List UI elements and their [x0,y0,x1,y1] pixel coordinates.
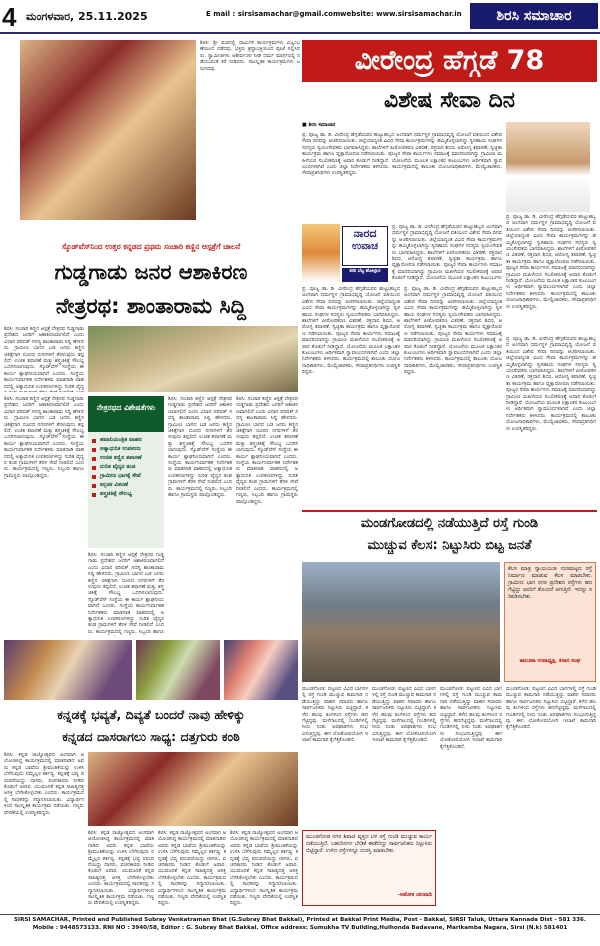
feature-item: ಕನ್ನಡಕ ವಿತರಣೆ [88,481,164,490]
temple-photo [20,40,196,220]
road-repair-photo [302,562,500,682]
guddada-body-2: ಶಿರಸಿ: ಸಂಚಾರಿ ಕಣ್ಣಿನ ಆಸ್ಪತ್ರೆ ನೇತ್ರರಥ ಗುಡ್ಡಗಾಡು ಪ್ರದೇಶದ ಜನರಿಗೆ ಆಶಾಕಿರಣವಾಗಲಿದೆ ಎಂದು ವಿಧಾನ ಪರಿಷತ್ ಸದಸ್ಯ ಶಾಂತಾರಾಮ ಸಿದ್ದಿ ಹೇಳಿದರು. ಗ್ರಾಮೀಣ ಭಾಗದ ಬಡ ಜನರು ಕಣ್ಣಿನ ಚಿಕಿತ್ಸೆಗಾಗಿ ದೂರದ ನಗರಗಳಿಗೆ ತೆರಳುವುದು ತಪ್ಪಲಿದೆ. ಉಚಿತ ತಪಾಸಣೆ ಮತ್ತು ಶಸ್ತ್ರಚಿಕಿತ್ಸೆ ಸೌಲಭ್ಯ ಒದಗಿಸಲಾಗುವುದು. ಸ್ಕೊಡ್‌ವೆಸ್ ಸಂಸ್ಥೆಯ ಈ ಕಾರ್ಯ ಶ್ಲಾಘನೀಯವಾಗಿದೆ ಎಂದರು. ಸಂಸ್ಥೆಯ ಕಾರ್ಯನಿರ್ವಾಹಕ ನಿರ್ದೇಶಕರು ಮಾತನಾಡಿ ವಾಹನದಲ್ಲಿ ಅತ್ಯಾಧುನಿಕ ಉಪಕರಣಗಳಿದ್ದು ನುರಿತ ವೈದ್ಯರ ತಂಡ ಗ್ರಾಮಗಳಿಗೆ ತೆರಳಿ ಸೇವೆ ನೀಡಲಿದೆ ಎಂದರು. ಕಾರ್ಯಕ್ರಮದಲ್ಲಿ ಗಣ್ಯರು, ಸಿಬ್ಬಂದಿ ಹಾಗೂ ಗ್ರಾಮಸ್ಥರು ಪಾಲ್ಗೊಂಡಿದ್ದರು. [4,396,84,479]
guddada-body-1: ಶಿರಸಿ: ಸಂಚಾರಿ ಕಣ್ಣಿನ ಆಸ್ಪತ್ರೆ ನೇತ್ರರಥ ಗುಡ್ಡಗಾಡು ಪ್ರದೇಶದ ಜನರಿಗೆ ಆಶಾಕಿರಣವಾಗಲಿದೆ ಎಂದು ವಿಧಾನ ಪರಿಷತ್ ಸದಸ್ಯ ಶಾಂತಾರಾಮ ಸಿದ್ದಿ ಹೇಳಿದರು. ಗ್ರಾಮೀಣ ಭಾಗದ ಬಡ ಜನರು ಕಣ್ಣಿನ ಚಿಕಿತ್ಸೆಗಾಗಿ ದೂರದ ನಗರಗಳಿಗೆ ತೆರಳುವುದು ತಪ್ಪಲಿದೆ. ಉಚಿತ ತಪಾಸಣೆ ಮತ್ತು ಶಸ್ತ್ರಚಿಕಿತ್ಸೆ ಸೌಲಭ್ಯ ಒದಗಿಸಲಾಗುವುದು. ಸ್ಕೊಡ್‌ವೆಸ್ ಸಂಸ್ಥೆಯ ಈ ಕಾರ್ಯ ಶ್ಲಾಘನೀಯವಾಗಿದೆ ಎಂದರು. ಸಂಸ್ಥೆಯ ಕಾರ್ಯನಿರ್ವಾಹಕ ನಿರ್ದೇಶಕರು ಮಾತನಾಡಿ ವಾಹನದಲ್ಲಿ ಅತ್ಯಾಧುನಿಕ ಉಪಕರಣಗಳಿದ್ದು ನುರಿತ ವೈದ್ಯ [4,326,84,390]
event-photo-right [224,640,298,700]
naarada-title: ನಾರದ [353,227,377,240]
feature-item: ಉಚಿತ ಕಣ್ಣಿನ ತಪಾಸಣೆ [88,454,164,463]
hegde-subheadline: ವಿಶೇಷ ಸೇವಾ ದಿನ [384,88,515,113]
feature-item: ಅತ್ಯಾಧುನಿಕ ಉಪಕರಣ [88,445,164,454]
kannada-body-1: ಶಿರಸಿ: ಕನ್ನಡ ರಾಜ್ಯೋತ್ಸವದ ಅಂಗವಾಗಿ ಆಯೋಜಿಸಿದ್ದ ಕಾರ್ಯಕ್ರಮದಲ್ಲಿ ಮಾತನಾಡಿದ ಅವರು ಕನ್ನಡ ಭಾಷೆಯ ಶ್ರೀಮಂತಿಕೆಯನ್ನು ಉಳಿಸಿ ಬೆಳೆಸುವುದು ನಮ್ಮೆಲ್ಲರ ಕರ್ತವ್ಯ. ಕನ್ನಡಕ್ಕೆ ಭವ್ಯ ಪರಂಪರೆಯಿದ್ದು ದಾಸರು, ವಚನಕಾರರು ನೀಡಿದ ಕೊಡುಗೆ ಅಪಾರ. ಯುವಜನತೆ ಕನ್ನಡ ಸಾಹಿತ್ಯದತ್ತ ಆಸಕ್ತಿ ಬೆಳೆಸಿಕೊಳ್ಳಬೇಕು ಎಂದರು. ಕಾರ್ಯಕ್ರಮದಲ್ಲಿ ಸಾಧಕರನ್ನು ಸನ್ಮಾನಿಸಲಾಯಿತು. ವಿದ್ಯಾರ್ಥಿಗಳಿಂದ ಸಾಂಸ್ಕೃತಿಕ ಕಾರ್ಯಕ್ರಮ ನಡೆಯಿತು. ಗಣ್ಯರು ವೇದಿಕೆಯಲ್ಲಿ ಉಪಸ್ಥಿತರಿದ್ದರು. [4,752,84,816]
kannada-event-photo [88,752,298,826]
naarada-box [342,226,388,266]
mundgod-quote-box [302,830,436,906]
mundgod-side-text: ಕೆಲಸ ಮಾತ್ರ ನ್ಯಾಯಯುತ ಗುಣಮಟ್ಟದ ರಸ್ತೆ ನಿರ್ಮಾಣ ಮಾಡುವ ಕೆಲಸ ಮಾಡಬೇಕು. ಗ್ರಾಮೀಣ ಭಾಗ ನಗರ ಪ್ರದೇಶದ ರಸ್ತೆಗಳು ಹದಗೆಟ್ಟಿದ್ದು ಜನರಿಗೆ ತೊಂದರೆ ಆಗುತ್ತಿದೆ. ಇದನ್ನು ಸರಿಪಡಿಸಬೇಕು. [508,566,592,600]
imprint-footer [0,914,600,946]
naarada-tag: ಕನಕ ಬೆಟ್ಟ ಹೋಲ್ತಾನ [342,268,388,282]
features-list [88,432,164,548]
mundgod-headline-1: ಮಂಡಗೋಡದಲ್ಲಿ ನಡೆಯುತ್ತಿದೆ ರಸ್ತೆ ಗುಂಡಿ [302,510,597,534]
guddada-body-5: ಶಿರಸಿ: ಸಂಚಾರಿ ಕಣ್ಣಿನ ಆಸ್ಪತ್ರೆ ನೇತ್ರರಥ ಗುಡ್ಡಗಾಡು ಪ್ರದೇಶದ ಜನರಿಗೆ ಆಶಾಕಿರಣವಾಗಲಿದೆ ಎಂದು ವಿಧಾನ ಪರಿಷತ್ ಸದಸ್ಯ ಶಾಂತಾರಾಮ ಸಿದ್ದಿ ಹೇಳಿದರು. ಗ್ರಾಮೀಣ ಭಾಗದ ಬಡ ಜನರು ಕಣ್ಣಿನ ಚಿಕಿತ್ಸೆಗಾಗಿ ದೂರದ ನಗರಗಳಿಗೆ ತೆರಳುವುದು ತಪ್ಪಲಿದೆ. ಉಚಿತ ತಪಾಸಣೆ ಮತ್ತು ಶಸ್ತ್ರಚಿಕಿತ್ಸೆ ಸೌಲಭ್ಯ ಒದಗಿಸಲಾಗುವುದು. ಸ್ಕೊಡ್‌ವೆಸ್ ಸಂಸ್ಥೆಯ ಈ ಕಾರ್ಯ ಶ್ಲಾಘನೀಯವಾಗಿದೆ ಎಂದರು. ಸಂಸ್ಥೆಯ ಕಾರ್ಯನಿರ್ವಾಹಕ ನಿರ್ದೇಶಕರು ಮಾತನಾಡಿ ವಾಹನದಲ್ಲಿ ಅತ್ಯಾಧುನಿಕ ಉಪಕರಣಗಳಿದ್ದು ನುರಿತ ವೈದ್ಯರ ತಂಡ ಗ್ರಾಮಗಳಿಗೆ ತೆರಳಿ ಸೇವೆ ನೀಡಲಿದೆ ಎಂದರು. ಕಾರ್ಯಕ್ರಮದಲ್ಲಿ ಗಣ್ಯರು, ಸಿಬ್ಬಂದಿ ಹಾಗೂ [88,552,164,635]
guddada-body-3: ಶಿರಸಿ: ಸಂಚಾರಿ ಕಣ್ಣಿನ ಆಸ್ಪತ್ರೆ ನೇತ್ರರಥ ಗುಡ್ಡಗಾಡು ಪ್ರದೇಶದ ಜನರಿಗೆ ಆಶಾಕಿರಣವಾಗಲಿದೆ ಎಂದು ವಿಧಾನ ಪರಿಷತ್ ಸದಸ್ಯ ಶಾಂತಾರಾಮ ಸಿದ್ದಿ ಹೇಳಿದರು. ಗ್ರಾಮೀಣ ಭಾಗದ ಬಡ ಜನರು ಕಣ್ಣಿನ ಚಿಕಿತ್ಸೆಗಾಗಿ ದೂರದ ನಗರಗಳಿಗೆ ತೆರಳುವುದು ತಪ್ಪಲಿದೆ. ಉಚಿತ ತಪಾಸಣೆ ಮತ್ತು ಶಸ್ತ್ರಚಿಕಿತ್ಸೆ ಸೌಲಭ್ಯ ಒದಗಿಸಲಾಗುವುದು. ಸ್ಕೊಡ್‌ವೆಸ್ ಸಂಸ್ಥೆಯ ಈ ಕಾರ್ಯ ಶ್ಲಾಘನೀಯವಾಗಿದೆ ಎಂದರು. ಸಂಸ್ಥೆಯ ಕಾರ್ಯನಿರ್ವಾಹಕ ನಿರ್ದೇಶಕರು ಮಾತನಾಡಿ ವಾಹನದಲ್ಲಿ ಅತ್ಯಾಧುನಿಕ ಉಪಕರಣಗಳಿದ್ದು ನುರಿತ ವೈದ್ಯರ ತಂಡ ಗ್ರಾಮಗಳಿಗೆ ತೆರಳಿ ಸೇವೆ ನೀಡಲಿದೆ ಎಂದರು. ಕಾರ್ಯಕ್ರಮದಲ್ಲಿ ಗಣ್ಯರು, ಸಿಬ್ಬಂದಿ ಹಾಗೂ ಗ್ರಾಮಸ್ಥರು ಪಾಲ್ಗೊಂಡಿದ್ದರು. [168,396,232,499]
guddada-body-4: ಶಿರಸಿ: ಸಂಚಾರಿ ಕಣ್ಣಿನ ಆಸ್ಪತ್ರೆ ನೇತ್ರರಥ ಗುಡ್ಡಗಾಡು ಪ್ರದೇಶದ ಜನರಿಗೆ ಆಶಾಕಿರಣವಾಗಲಿದೆ ಎಂದು ವಿಧಾನ ಪರಿಷತ್ ಸದಸ್ಯ ಶಾಂತಾರಾಮ ಸಿದ್ದಿ ಹೇಳಿದರು. ಗ್ರಾಮೀಣ ಭಾಗದ ಬಡ ಜನರು ಕಣ್ಣಿನ ಚಿಕಿತ್ಸೆಗಾಗಿ ದೂರದ ನಗರಗಳಿಗೆ ತೆರಳುವುದು ತಪ್ಪಲಿದೆ. ಉಚಿತ ತಪಾಸಣೆ ಮತ್ತು ಶಸ್ತ್ರಚಿಕಿತ್ಸೆ ಸೌಲಭ್ಯ ಒದಗಿಸಲಾಗುವುದು. ಸ್ಕೊಡ್‌ವೆಸ್ ಸಂಸ್ಥೆಯ ಈ ಕಾರ್ಯ ಶ್ಲಾಘನೀಯವಾಗಿದೆ ಎಂದರು. ಸಂಸ್ಥೆಯ ಕಾರ್ಯನಿರ್ವಾಹಕ ನಿರ್ದೇಶಕರು ಮಾತನಾಡಿ ವಾಹನದಲ್ಲಿ ಅತ್ಯಾಧುನಿಕ ಉಪಕರಣಗಳಿದ್ದು ನುರಿತ ವೈದ್ಯರ ತಂಡ ಗ್ರಾಮಗಳಿಗೆ ತೆರಳಿ ಸೇವೆ ನೀಡಲಿದೆ ಎಂದರು. ಕಾರ್ಯಕ್ರಮದಲ್ಲಿ ಗಣ್ಯರು, ಸಿಬ್ಬಂದಿ ಹಾಗೂ ಗ್ರಾಮಸ್ಥರು ಪಾಲ್ಗೊಂಡಿದ್ದರು. [236,396,298,505]
email[interactable]: E mail : sirsisamachar@gmail.com [206,10,341,18]
feature-item: ನುರಿತ ವೈದ್ಯರ ತಂಡ [88,463,164,472]
naarada-subtitle: ಉವಾಚ [351,241,379,252]
top-story-text: ಶಿರಸಿ: ಶ್ರೀ ಮಠದಲ್ಲಿ ಧಾರ್ಮಿಕ ಕಾರ್ಯಕ್ರಮಗಳು ವಿಜೃಂಭಣೆಯಿಂದ ನಡೆದವು. ಭಕ್ತರು ಶ್ರದ್ಧಾಭಕ್ತಿಯಿಂದ ಪೂಜೆ ಸಲ್ಲಿಸಿದರು. ಸ್ವಾಮೀಜಿಗಳು ಆಶೀರ್ವಚನ ನೀಡಿ ಧರ್ಮ ಮಾರ್ಗದಲ್ಲಿ ನಡೆಯುವಂತೆ ಕರೆ ನೀಡಿದರು. ಸಾಂಸ್ಕೃತಿಕ ಕಾರ್ಯಕ್ರಮಗಳು ಜರುಗಿದವು. [200,40,300,72]
guddada-kicker: ಸ್ಕೊಡ್‌ವೆಸ್‌ನಿಂದ ಉತ್ತರ ಕನ್ನಡದ ಪ್ರಥಮ ಸಂಚಾರಿ ಕಣ್ಣಿನ ಆಸ್ಪತ್ರೆಗೆ ಚಾಲನೆ [4,240,298,254]
page-number: 4 [2,2,17,32]
issue-date: ಮಂಗಳವಾರ, 25.11.2025 [26,10,148,23]
hegde-col-1: ಪ್ರ. ಪೂಜ್ಯ ಡಾ. ಡಿ. ವೀರೇಂದ್ರ ಹೆಗ್ಗಡೆಯವರ ಹುಟ್ಟುಹಬ್ಬದ ಅಂಗವಾಗಿ ಧರ್ಮಸ್ಥಳ ಗ್ರಾಮಾಭಿವೃದ್ಧಿ ಯೋಜನೆ ವತಿಯಿಂದ ವಿಶೇಷ ಸೇವಾ ದಿನವನ್ನು ಆಚರಿಸಲಾಯಿತು. ಜಿಲ್ಲೆಯಾದ್ಯಂತ ವಿವಿಧ ಸೇವಾ ಕಾರ್ಯಕ್ರಮಗಳನ್ನು ಹಮ್ಮಿಕೊಳ್ಳಲಾಗಿದ್ದು ಸ್ವಸಹಾಯ ಸಂಘಗಳ ಸದಸ್ಯರು ಸ್ವಯಂಸೇವಕರು ಭಾಗವಹಿಸಿದ್ದರು. ಶಾಲೆಗಳಿಗೆ ಪೀಠೋಪಕರಣ ವಿತರಣೆ, ರಕ್ತದಾನ ಶಿಬಿರ, ಆರೋಗ್ಯ ತಪಾಸಣೆ, ಸ್ವಚ್ಛತಾ ಕಾರ್ಯಕ್ರಮ ಹಾಗೂ ವೃಕ್ಷಾರೋಪಣ ನಡೆಸಲಾಯಿತು. ಪೂಜ್ಯರ ಸೇವಾ ಕಾರ್ಯಗಳು ಸಮಾಜಕ್ಕೆ ಮಾದರಿಯಾಗಿದ್ದು ಗ್ರಾಮೀಣ ಮಹಿಳೆಯರ ಸಬಲೀಕರಣಕ್ಕೆ ಅಪಾರ ಕೊಡುಗೆ ನೀಡಿದ್ದಾರೆ. ಯೋಜನೆಯ ಮೂಲಕ ಲಕ್ಷಾಂತರ ಕುಟುಂಬಗಳು ಆರ್ಥಿಕವಾಗಿ ಸ್ವಾವಲಂಬಿಗಳಾಗಿವೆ ಎಂದು ಜಿಲ್ಲಾ ನಿರ್ದೇಶಕರು ತಿಳಿಸಿದರು. ಕಾರ್ಯಕ್ರಮದಲ್ಲಿ ತಾಲೂಕು ಯೋಜನಾಧಿಕಾರಿಗಳು, ಮೇಲ್ವಿಚಾರಕರು, ಸೇವಾಪ್ರತಿನಿಧಿಗಳು ಉಪಸ್ಥಿತರಿದ್ದರು. [302,286,400,376]
kannada-headline-1: ಕನ್ನಡಕ್ಕೆ ಭವ್ಯತೆ, ದಿವ್ಯತೆ ಬಂದರೆ ನಾವು ಹೇಳಿಕ್ಕು [57,707,245,722]
mundgod-body-2: ಮುಂಡಗೋಡ: ಪಟ್ಟಣದ ವಿವಿಧ ಭಾಗಗಳಲ್ಲಿ ರಸ್ತೆ ಗುಂಡಿ ಮುಚ್ಚುವ ಕಾಮಗಾರಿ ನಡೆಯುತ್ತಿದ್ದು ವಾಹನ ಸವಾರರು ಹಾಗೂ ಸಾರ್ವಜನಿಕರು ನಿಟ್ಟುಸಿರು ಬಿಟ್ಟಿದ್ದಾರೆ. ಕಳೆದ ಹಲವು ತಿಂಗಳಿಂದ ರಸ್ತೆಗಳು ಹದಗೆಟ್ಟಿದ್ದವು. ಮಳೆಗಾಲದಲ್ಲಿ ಗುಂಡಿಗಳಲ್ಲಿ ನೀರು ನಿಂತು ಅಪಘಾತಗಳು ಸಂಭವಿಸುತ್ತಿದ್ದವು. ಈಗ ಲೋಕೋಪಯೋಗಿ ಇಲಾಖೆ ಕಾಮಗಾರಿ ಕೈಗೆತ್ತಿಕೊಂಡಿದೆ. [372,686,436,744]
guddada-headline-2: ನೇತ್ರರಥ: ಶಾಂತಾರಾಮ ಸಿದ್ದಿ [55,294,247,318]
mundgod-headline-2: ಮುಚ್ಚುವ ಕೆಲಸ: ನಿಟ್ಟುಸಿರು ಬಿಟ್ಟ ಜನತೆ [367,538,532,553]
imprint-line-1: SIRSI SAMACHAR, Printed and Published Subray Venkatraman Bhat (G.Subray Bhat Bakkal), Printed at Bakkal Print Media, Post - Bakkal, SIRSI Taluk, Uttara Kannada Dist - 581 336. [13,917,587,923]
hegde-col-2: ಪ್ರ. ಪೂಜ್ಯ ಡಾ. ಡಿ. ವೀರೇಂದ್ರ ಹೆಗ್ಗಡೆಯವರ ಹುಟ್ಟುಹಬ್ಬದ ಅಂಗವಾಗಿ ಧರ್ಮಸ್ಥಳ ಗ್ರಾಮಾಭಿವೃದ್ಧಿ ಯೋಜನೆ ವತಿಯಿಂದ ವಿಶೇಷ ಸೇವಾ ದಿನವನ್ನು ಆಚರಿಸಲಾಯಿತು. ಜಿಲ್ಲೆಯಾದ್ಯಂತ ವಿವಿಧ ಸೇವಾ ಕಾರ್ಯಕ್ರಮಗಳನ್ನು ಹಮ್ಮಿಕೊಳ್ಳಲಾಗಿದ್ದು ಸ್ವಸಹಾಯ ಸಂಘಗಳ ಸದಸ್ಯರು ಸ್ವಯಂಸೇವಕರು ಭಾಗವಹಿಸಿದ್ದರು. ಶಾಲೆಗಳಿಗೆ ಪೀಠೋಪಕರಣ ವಿತರಣೆ, ರಕ್ತದಾನ ಶಿಬಿರ, ಆರೋಗ್ಯ ತಪಾಸಣೆ, ಸ್ವಚ್ಛತಾ ಕಾರ್ಯಕ್ರಮ ಹಾಗೂ ವೃಕ್ಷಾರೋಪಣ ನಡೆಸಲಾಯಿತು. ಪೂಜ್ಯರ ಸೇವಾ ಕಾರ್ಯಗಳು ಸಮಾಜಕ್ಕೆ ಮಾದರಿಯಾಗಿದ್ದು ಗ್ರಾಮೀಣ ಮಹಿಳೆಯರ ಸಬಲೀಕರಣಕ್ಕೆ ಅಪಾರ ಕೊಡುಗೆ ನೀಡಿದ್ದಾರೆ. ಯೋಜನೆಯ ಮೂಲಕ ಲಕ್ಷಾಂತರ ಕುಟುಂಬಗಳು ಆರ್ಥಿಕವಾಗಿ ಸ್ವಾವಲಂಬಿಗಳಾಗಿವೆ ಎಂದು ಜಿಲ್ಲಾ ನಿರ್ದೇಶಕರು ತಿಳಿಸಿದರು. ಕಾರ್ಯಕ್ರಮದಲ್ಲಿ ತಾಲೂಕು ಯೋಜನಾಧಿಕಾರಿಗಳು, ಮೇಲ್ವಿಚಾರಕರು, ಸೇವಾಪ್ರತಿನಿಧಿಗಳು ಉಪಸ್ಥಿತರಿದ್ದರು. [404,286,502,376]
kannada-body-2: ಶಿರಸಿ: ಕನ್ನಡ ರಾಜ್ಯೋತ್ಸವದ ಅಂಗವಾಗಿ ಆಯೋಜಿಸಿದ್ದ ಕಾರ್ಯಕ್ರಮದಲ್ಲಿ ಮಾತನಾಡಿದ ಅವರು ಕನ್ನಡ ಭಾಷೆಯ ಶ್ರೀಮಂತಿಕೆಯನ್ನು ಉಳಿಸಿ ಬೆಳೆಸುವುದು ನಮ್ಮೆಲ್ಲರ ಕರ್ತವ್ಯ. ಕನ್ನಡಕ್ಕೆ ಭವ್ಯ ಪರಂಪರೆಯಿದ್ದು ದಾಸರು, ವಚನಕಾರರು ನೀಡಿದ ಕೊಡುಗೆ ಅಪಾರ. ಯುವಜನತೆ ಕನ್ನಡ ಸಾಹಿತ್ಯದತ್ತ ಆಸಕ್ತಿ ಬೆಳೆಸಿಕೊಳ್ಳಬೇಕು ಎಂದರು. ಕಾರ್ಯಕ್ರಮದಲ್ಲಿ ಸಾಧಕರನ್ನು ಸನ್ಮಾನಿಸಲಾಯಿತು. ವಿದ್ಯಾರ್ಥಿಗಳಿಂದ ಸಾಂಸ್ಕೃತಿಕ ಕಾರ್ಯಕ್ರಮ ನಡೆಯಿತು. ಗಣ್ಯರು ವೇದಿಕೆಯಲ್ಲಿ ಉಪಸ್ಥಿತರಿದ್ದರು. [88,830,154,907]
imprint-line-2: Mobile : 9448573133. RNI NO : 3940/58, Editor : G. Subray Bhat Bakkal. Office address: Sumukha TV Building,Hulhonda Badavane, Marikamba Nagara, Sirsi (N.k) 581401 [32,924,568,931]
hegde-portrait [506,122,590,212]
mundgod-quote-name: -ಅಶೋಕ ಚಲವಾದಿ [397,892,432,898]
kannada-body-3: ಶಿರಸಿ: ಕನ್ನಡ ರಾಜ್ಯೋತ್ಸವದ ಅಂಗವಾಗಿ ಆಯೋಜಿಸಿದ್ದ ಕಾರ್ಯಕ್ರಮದಲ್ಲಿ ಮಾತನಾಡಿದ ಅವರು ಕನ್ನಡ ಭಾಷೆಯ ಶ್ರೀಮಂತಿಕೆಯನ್ನು ಉಳಿಸಿ ಬೆಳೆಸುವುದು ನಮ್ಮೆಲ್ಲರ ಕರ್ತವ್ಯ. ಕನ್ನಡಕ್ಕೆ ಭವ್ಯ ಪರಂಪರೆಯಿದ್ದು ದಾಸರು, ವಚನಕಾರರು ನೀಡಿದ ಕೊಡುಗೆ ಅಪಾರ. ಯುವಜನತೆ ಕನ್ನಡ ಸಾಹಿತ್ಯದತ್ತ ಆಸಕ್ತಿ ಬೆಳೆಸಿಕೊಳ್ಳಬೇಕು ಎಂದರು. ಕಾರ್ಯಕ್ರಮದಲ್ಲಿ ಸಾಧಕರನ್ನು ಸನ್ಮಾನಿಸಲಾಯಿತು. ವಿದ್ಯಾರ್ಥಿಗಳಿಂದ ಸಾಂಸ್ಕೃತಿಕ ಕಾರ್ಯಕ್ರಮ ನಡೆಯಿತು. ಗಣ್ಯರು ವೇದಿಕೆಯಲ್ಲಿ ಉಪಸ್ಥಿತರಿದ್ದರು. [158,830,226,907]
naarada-side-text: ಪ್ರ. ಪೂಜ್ಯ ಡಾ. ಡಿ. ವೀರೇಂದ್ರ ಹೆಗ್ಗಡೆಯವರ ಹುಟ್ಟುಹಬ್ಬದ ಅಂಗವಾಗಿ ಧರ್ಮಸ್ಥಳ ಗ್ರಾಮಾಭಿವೃದ್ಧಿ ಯೋಜನೆ ವತಿಯಿಂದ ವಿಶೇಷ ಸೇವಾ ದಿನವನ್ನು ಆಚರಿಸಲಾಯಿತು. ಜಿಲ್ಲೆಯಾದ್ಯಂತ ವಿವಿಧ ಸೇವಾ ಕಾರ್ಯಕ್ರಮಗಳನ್ನು ಹಮ್ಮಿಕೊಳ್ಳಲಾಗಿದ್ದು ಸ್ವಸಹಾಯ ಸಂಘಗಳ ಸದಸ್ಯರು ಸ್ವಯಂಸೇವಕರು ಭಾಗವಹಿಸಿದ್ದರು. ಶಾಲೆಗಳಿಗೆ ಪೀಠೋಪಕರಣ ವಿತರಣೆ, ರಕ್ತದಾನ ಶಿಬಿರ, ಆರೋಗ್ಯ ತಪಾಸಣೆ, ಸ್ವಚ್ಛತಾ ಕಾರ್ಯಕ್ರಮ ಹಾಗೂ ವೃಕ್ಷಾರೋಪಣ ನಡೆಸಲಾಯಿತು. ಪೂಜ್ಯರ ಸೇವಾ ಕಾರ್ಯಗಳು ಸಮಾಜಕ್ಕೆ ಮಾದರಿಯಾಗಿದ್ದು ಗ್ರಾಮೀಣ ಮಹಿಳೆಯರ ಸಬಲೀಕರಣಕ್ಕೆ ಅಪಾರ ಕೊಡುಗೆ ನೀಡಿದ್ದಾರೆ. ಯೋಜನೆಯ ಮೂಲಕ ಲಕ್ಷಾಂತರ ಕುಟುಂಬಗಳು [392,224,502,282]
naarada-cartoon [302,224,340,282]
guddada-headline-1: ಗುಡ್ಡಗಾಡು ಜನರ ಆಶಾಕಿರಣ [54,260,248,284]
mundgod-side-name: ತಾಲೂಕಾ ಉಪಾಧ್ಯಕ್ಷ, ಕಿಸಾನ ಸಂಘ [519,658,581,664]
hegde-body: ಪ್ರ. ಪೂಜ್ಯ ಡಾ. ಡಿ. ವೀರೇಂದ್ರ ಹೆಗ್ಗಡೆಯವರ ಹುಟ್ಟುಹಬ್ಬದ ಅಂಗವಾಗಿ ಧರ್ಮಸ್ಥಳ ಗ್ರಾಮಾಭಿವೃದ್ಧಿ ಯೋಜನೆ ವತಿಯಿಂದ ವಿಶೇಷ ಸೇವಾ ದಿನವನ್ನು ಆಚರಿಸಲಾಯಿತು. ಜಿಲ್ಲೆಯಾದ್ಯಂತ ವಿವಿಧ ಸೇವಾ ಕಾರ್ಯಕ್ರಮಗಳನ್ನು ಹಮ್ಮಿಕೊಳ್ಳಲಾಗಿದ್ದು ಸ್ವಸಹಾಯ ಸಂಘಗಳ ಸದಸ್ಯರು ಸ್ವಯಂಸೇವಕರು ಭಾಗವಹಿಸಿದ್ದರು. ಶಾಲೆಗಳಿಗೆ ಪೀಠೋಪಕರಣ ವಿತರಣೆ, ರಕ್ತದಾನ ಶಿಬಿರ, ಆರೋಗ್ಯ ತಪಾಸಣೆ, ಸ್ವಚ್ಛತಾ ಕಾರ್ಯಕ್ರಮ ಹಾಗೂ ವೃಕ್ಷಾರೋಪಣ ನಡೆಸಲಾಯಿತು. ಪೂಜ್ಯರ ಸೇವಾ ಕಾರ್ಯಗಳು ಸಮಾಜಕ್ಕೆ ಮಾದರಿಯಾಗಿದ್ದು ಗ್ರಾಮೀಣ ಮಹಿಳೆಯರ ಸಬಲೀಕರಣಕ್ಕೆ ಅಪಾರ ಕೊಡುಗೆ ನೀಡಿದ್ದಾರೆ. ಯೋಜನೆಯ ಮೂಲಕ ಲಕ್ಷಾಂತರ ಕುಟುಂಬಗಳು ಆರ್ಥಿಕವಾಗಿ ಸ್ವಾವಲಂಬಿಗಳಾಗಿವೆ ಎಂದು ಜಿಲ್ಲಾ ನಿರ್ದೇಶಕರು ತಿಳಿಸಿದರು. ಕಾರ್ಯಕ್ರಮದಲ್ಲಿ ತಾಲೂಕು ಯೋಜನಾಧಿಕಾರಿಗಳು, ಮೇಲ್ವಿಚಾರಕರು, ಸೇವಾಪ್ರತಿನಿಧಿಗಳು ಉಪಸ್ಥಿತರಿದ್ದರು. [302,132,502,177]
hegde-body-cont: ಪ್ರ. ಪೂಜ್ಯ ಡಾ. ಡಿ. ವೀರೇಂದ್ರ ಹೆಗ್ಗಡೆಯವರ ಹುಟ್ಟುಹಬ್ಬದ ಅಂಗವಾಗಿ ಧರ್ಮಸ್ಥಳ ಗ್ರಾಮಾಭಿವೃದ್ಧಿ ಯೋಜನೆ ವತಿಯಿಂದ ವಿಶೇಷ ಸೇವಾ ದಿನವನ್ನು ಆಚರಿಸಲಾಯಿತು. ಜಿಲ್ಲೆಯಾದ್ಯಂತ ವಿವಿಧ ಸೇವಾ ಕಾರ್ಯಕ್ರಮಗಳನ್ನು ಹಮ್ಮಿಕೊಳ್ಳಲಾಗಿದ್ದು ಸ್ವಸಹಾಯ ಸಂಘಗಳ ಸದಸ್ಯರು ಸ್ವಯಂಸೇವಕರು ಭಾಗವಹಿಸಿದ್ದರು. ಶಾಲೆಗಳಿಗೆ ಪೀಠೋಪಕರಣ ವಿತರಣೆ, ರಕ್ತದಾನ ಶಿಬಿರ, ಆರೋಗ್ಯ ತಪಾಸಣೆ, ಸ್ವಚ್ಛತಾ ಕಾರ್ಯಕ್ರಮ ಹಾಗೂ ವೃಕ್ಷಾರೋಪಣ ನಡೆಸಲಾಯಿತು. ಪೂಜ್ಯರ ಸೇವಾ ಕಾರ್ಯಗಳು ಸಮಾಜಕ್ಕೆ ಮಾದರಿಯಾಗಿದ್ದು ಗ್ರಾಮೀಣ ಮಹಿಳೆಯರ ಸಬಲೀಕರಣಕ್ಕೆ ಅಪಾರ ಕೊಡುಗೆ ನೀಡಿದ್ದಾರೆ. ಯೋಜನೆಯ ಮೂಲಕ ಲಕ್ಷಾಂತರ ಕುಟುಂಬಗಳು ಆರ್ಥಿಕವಾಗಿ ಸ್ವಾವಲಂಬಿಗಳಾಗಿವೆ ಎಂದು ಜಿಲ್ಲಾ ನಿರ್ದೇಶಕರು ತಿಳಿಸಿದರು. ಕಾರ್ಯಕ್ರಮದಲ್ಲಿ ತಾಲೂಕು ಯೋಜನಾಧಿಕಾರಿಗಳು, ಮೇಲ್ವಿಚಾರಕರು, ಸೇವಾಪ್ರತಿನಿಧಿಗಳು ಉಪಸ್ಥಿತರಿದ್ದರು. [506,214,596,310]
mundgod-quote-text: ಮುಂಡಗೋಡ ನಗರ ಶಿವಾಜಿ ವೃತ್ತದ ಬಳಿ ರಸ್ತೆ ಗುಂಡಿ ಮುಚ್ಚುವ ಕಾರ್ಯ ನಡೆಯುತ್ತಿದೆ. ಬಹುದಿನಗಳ ಬೇಡಿಕೆ ಈಡೇರಿದ್ದು ಸಾರ್ವಜನಿಕರು ನಿಟ್ಟುಸಿರು ಬಿಟ್ಟಿದ್ದಾರೆ. ಉಳಿದ ರಸ್ತೆಗಳನ್ನೂ ದುರಸ್ತಿ ಮಾಡಬೇಕು. [306,834,432,854]
feature-item: ಗ್ರಾಮೀಣ ಭಾಗಕ್ಕೆ ಸೇವೆ [88,472,164,481]
mundgod-body-4: ಮುಂಡಗೋಡ: ಪಟ್ಟಣದ ವಿವಿಧ ಭಾಗಗಳಲ್ಲಿ ರಸ್ತೆ ಗುಂಡಿ ಮುಚ್ಚುವ ಕಾಮಗಾರಿ ನಡೆಯುತ್ತಿದ್ದು ವಾಹನ ಸವಾರರು ಹಾಗೂ ಸಾರ್ವಜನಿಕರು ನಿಟ್ಟುಸಿರು ಬಿಟ್ಟಿದ್ದಾರೆ. ಕಳೆದ ಹಲವು ತಿಂಗಳಿಂದ ರಸ್ತೆಗಳು ಹದಗೆಟ್ಟಿದ್ದವು. ಮಳೆಗಾಲದಲ್ಲಿ ಗುಂಡಿಗಳಲ್ಲಿ ನೀರು ನಿಂತು ಅಪಘಾತಗಳು ಸಂಭವಿಸುತ್ತಿದ್ದವು. ಈಗ ಲೋಕೋಪಯೋಗಿ ಇಲಾಖೆ ಕಾಮಗಾರಿ ಕೈಗೆತ್ತಿಕೊಂಡಿದೆ. [506,686,596,731]
hegde-headline: ವೀರೇಂದ್ರ ಹೆಗ್ಗಡೆ 78 [302,40,597,82]
event-photo-left [4,640,132,700]
hegde-col-3: ಪ್ರ. ಪೂಜ್ಯ ಡಾ. ಡಿ. ವೀರೇಂದ್ರ ಹೆಗ್ಗಡೆಯವರ ಹುಟ್ಟುಹಬ್ಬದ ಅಂಗವಾಗಿ ಧರ್ಮಸ್ಥಳ ಗ್ರಾಮಾಭಿವೃದ್ಧಿ ಯೋಜನೆ ವತಿಯಿಂದ ವಿಶೇಷ ಸೇವಾ ದಿನವನ್ನು ಆಚರಿಸಲಾಯಿತು. ಜಿಲ್ಲೆಯಾದ್ಯಂತ ವಿವಿಧ ಸೇವಾ ಕಾರ್ಯಕ್ರಮಗಳನ್ನು ಹಮ್ಮಿಕೊಳ್ಳಲಾಗಿದ್ದು ಸ್ವಸಹಾಯ ಸಂಘಗಳ ಸದಸ್ಯರು ಸ್ವಯಂಸೇವಕರು ಭಾಗವಹಿಸಿದ್ದರು. ಶಾಲೆಗಳಿಗೆ ಪೀಠೋಪಕರಣ ವಿತರಣೆ, ರಕ್ತದಾನ ಶಿಬಿರ, ಆರೋಗ್ಯ ತಪಾಸಣೆ, ಸ್ವಚ್ಛತಾ ಕಾರ್ಯಕ್ರಮ ಹಾಗೂ ವೃಕ್ಷಾರೋಪಣ ನಡೆಸಲಾಯಿತು. ಪೂಜ್ಯರ ಸೇವಾ ಕಾರ್ಯಗಳು ಸಮಾಜಕ್ಕೆ ಮಾದರಿಯಾಗಿದ್ದು ಗ್ರಾಮೀಣ ಮಹಿಳೆಯರ ಸಬಲೀಕರಣಕ್ಕೆ ಅಪಾರ ಕೊಡುಗೆ ನೀಡಿದ್ದಾರೆ. ಯೋಜನೆಯ ಮೂಲಕ ಲಕ್ಷಾಂತರ ಕುಟುಂಬಗಳು ಆರ್ಥಿಕವಾಗಿ ಸ್ವಾವಲಂಬಿಗಳಾಗಿವೆ ಎಂದು ಜಿಲ್ಲಾ ನಿರ್ದೇಶಕರು ತಿಳಿಸಿದರು. ಕಾರ್ಯಕ್ರಮದಲ್ಲಿ ತಾಲೂಕು ಯೋಜನಾಧಿಕಾರಿಗಳು, ಮೇಲ್ವಿಚಾರಕರು, ಸೇವಾಪ್ರತಿನಿಧಿಗಳು ಉಪಸ್ಥಿತರಿದ್ದರು. [506,336,596,432]
kannada-headline-2: ಕನ್ನಡದ ದಾಸರಾಗಲು ಸಾಧ್ಯ: ದತ್ತಗುರು ಕಂಠಿ [62,729,240,744]
mundgod-body-1: ಮುಂಡಗೋಡ: ಪಟ್ಟಣದ ವಿವಿಧ ಭಾಗಗಳಲ್ಲಿ ರಸ್ತೆ ಗುಂಡಿ ಮುಚ್ಚುವ ಕಾಮಗಾರಿ ನಡೆಯುತ್ತಿದ್ದು ವಾಹನ ಸವಾರರು ಹಾಗೂ ಸಾರ್ವಜನಿಕರು ನಿಟ್ಟುಸಿರು ಬಿಟ್ಟಿದ್ದಾರೆ. ಕಳೆದ ಹಲವು ತಿಂಗಳಿಂದ ರಸ್ತೆಗಳು ಹದಗೆಟ್ಟಿದ್ದವು. ಮಳೆಗಾಲದಲ್ಲಿ ಗುಂಡಿಗಳಲ್ಲಿ ನೀರು ನಿಂತು ಅಪಘಾತಗಳು ಸಂಭವಿಸುತ್ತಿದ್ದವು. ಈಗ ಲೋಕೋಪಯೋಗಿ ಇಲಾಖೆ ಕಾಮಗಾರಿ ಕೈಗೆತ್ತಿಕೊಂಡಿದೆ. [302,686,368,744]
eye-van-photo [88,326,298,392]
feature-item: ಶಸ್ತ್ರಚಿಕಿತ್ಸೆ ಸೌಲಭ್ಯ [88,490,164,499]
hegde-dateline: ■ ಶಿರಸಿ ಸಮಾಚಾರ [302,122,336,128]
feature-item: ಹವಾನಿಯಂತ್ರಿತ ವಾಹನ [88,436,164,445]
mundgod-side-box [504,562,596,682]
brand-banner: ಶಿರಸಿ ಸಮಾಚಾರ [470,3,598,29]
website[interactable]: website: www.sirsisamachar.in [340,10,462,18]
kannada-body-4: ಶಿರಸಿ: ಕನ್ನಡ ರಾಜ್ಯೋತ್ಸವದ ಅಂಗವಾಗಿ ಆಯೋಜಿಸಿದ್ದ ಕಾರ್ಯಕ್ರಮದಲ್ಲಿ ಮಾತನಾಡಿದ ಅವರು ಕನ್ನಡ ಭಾಷೆಯ ಶ್ರೀಮಂತಿಕೆಯನ್ನು ಉಳಿಸಿ ಬೆಳೆಸುವುದು ನಮ್ಮೆಲ್ಲರ ಕರ್ತವ್ಯ. ಕನ್ನಡಕ್ಕೆ ಭವ್ಯ ಪರಂಪರೆಯಿದ್ದು ದಾಸರು, ವಚನಕಾರರು ನೀಡಿದ ಕೊಡುಗೆ ಅಪಾರ. ಯುವಜನತೆ ಕನ್ನಡ ಸಾಹಿತ್ಯದತ್ತ ಆಸಕ್ತಿ ಬೆಳೆಸಿಕೊಳ್ಳಬೇಕು ಎಂದರು. ಕಾರ್ಯಕ್ರಮದಲ್ಲಿ ಸಾಧಕರನ್ನು ಸನ್ಮಾನಿಸಲಾಯಿತು. ವಿದ್ಯಾರ್ಥಿಗಳಿಂದ ಸಾಂಸ್ಕೃತಿಕ ಕಾರ್ಯಕ್ರಮ ನಡೆಯಿತು. ಗಣ್ಯರು ವೇದಿಕೆಯಲ್ಲಿ ಉಪಸ್ಥಿತರಿದ್ದರು. [230,830,298,907]
mundgod-body-3: ಮುಂಡಗೋಡ: ಪಟ್ಟಣದ ವಿವಿಧ ಭಾಗಗಳಲ್ಲಿ ರಸ್ತೆ ಗುಂಡಿ ಮುಚ್ಚುವ ಕಾಮಗಾರಿ ನಡೆಯುತ್ತಿದ್ದು ವಾಹನ ಸವಾರರು ಹಾಗೂ ಸಾರ್ವಜನಿಕರು ನಿಟ್ಟುಸಿರು ಬಿಟ್ಟಿದ್ದಾರೆ. ಕಳೆದ ಹಲವು ತಿಂಗಳಿಂದ ರಸ್ತೆಗಳು ಹದಗೆಟ್ಟಿದ್ದವು. ಮಳೆಗಾಲದಲ್ಲಿ ಗುಂಡಿಗಳಲ್ಲಿ ನೀರು ನಿಂತು ಅಪಘಾತಗಳು ಸಂಭವಿಸುತ್ತಿದ್ದವು. ಈಗ ಲೋಕೋಪಯೋಗಿ ಇಲಾಖೆ ಕಾಮಗಾರಿ ಕೈಗೆತ್ತಿಕೊಂಡಿದೆ. [440,686,502,750]
event-photo-middle [136,640,220,700]
features-title: ನೇತ್ರರಥದ ವಿಶೇಷತೆಗಳು [88,396,164,432]
